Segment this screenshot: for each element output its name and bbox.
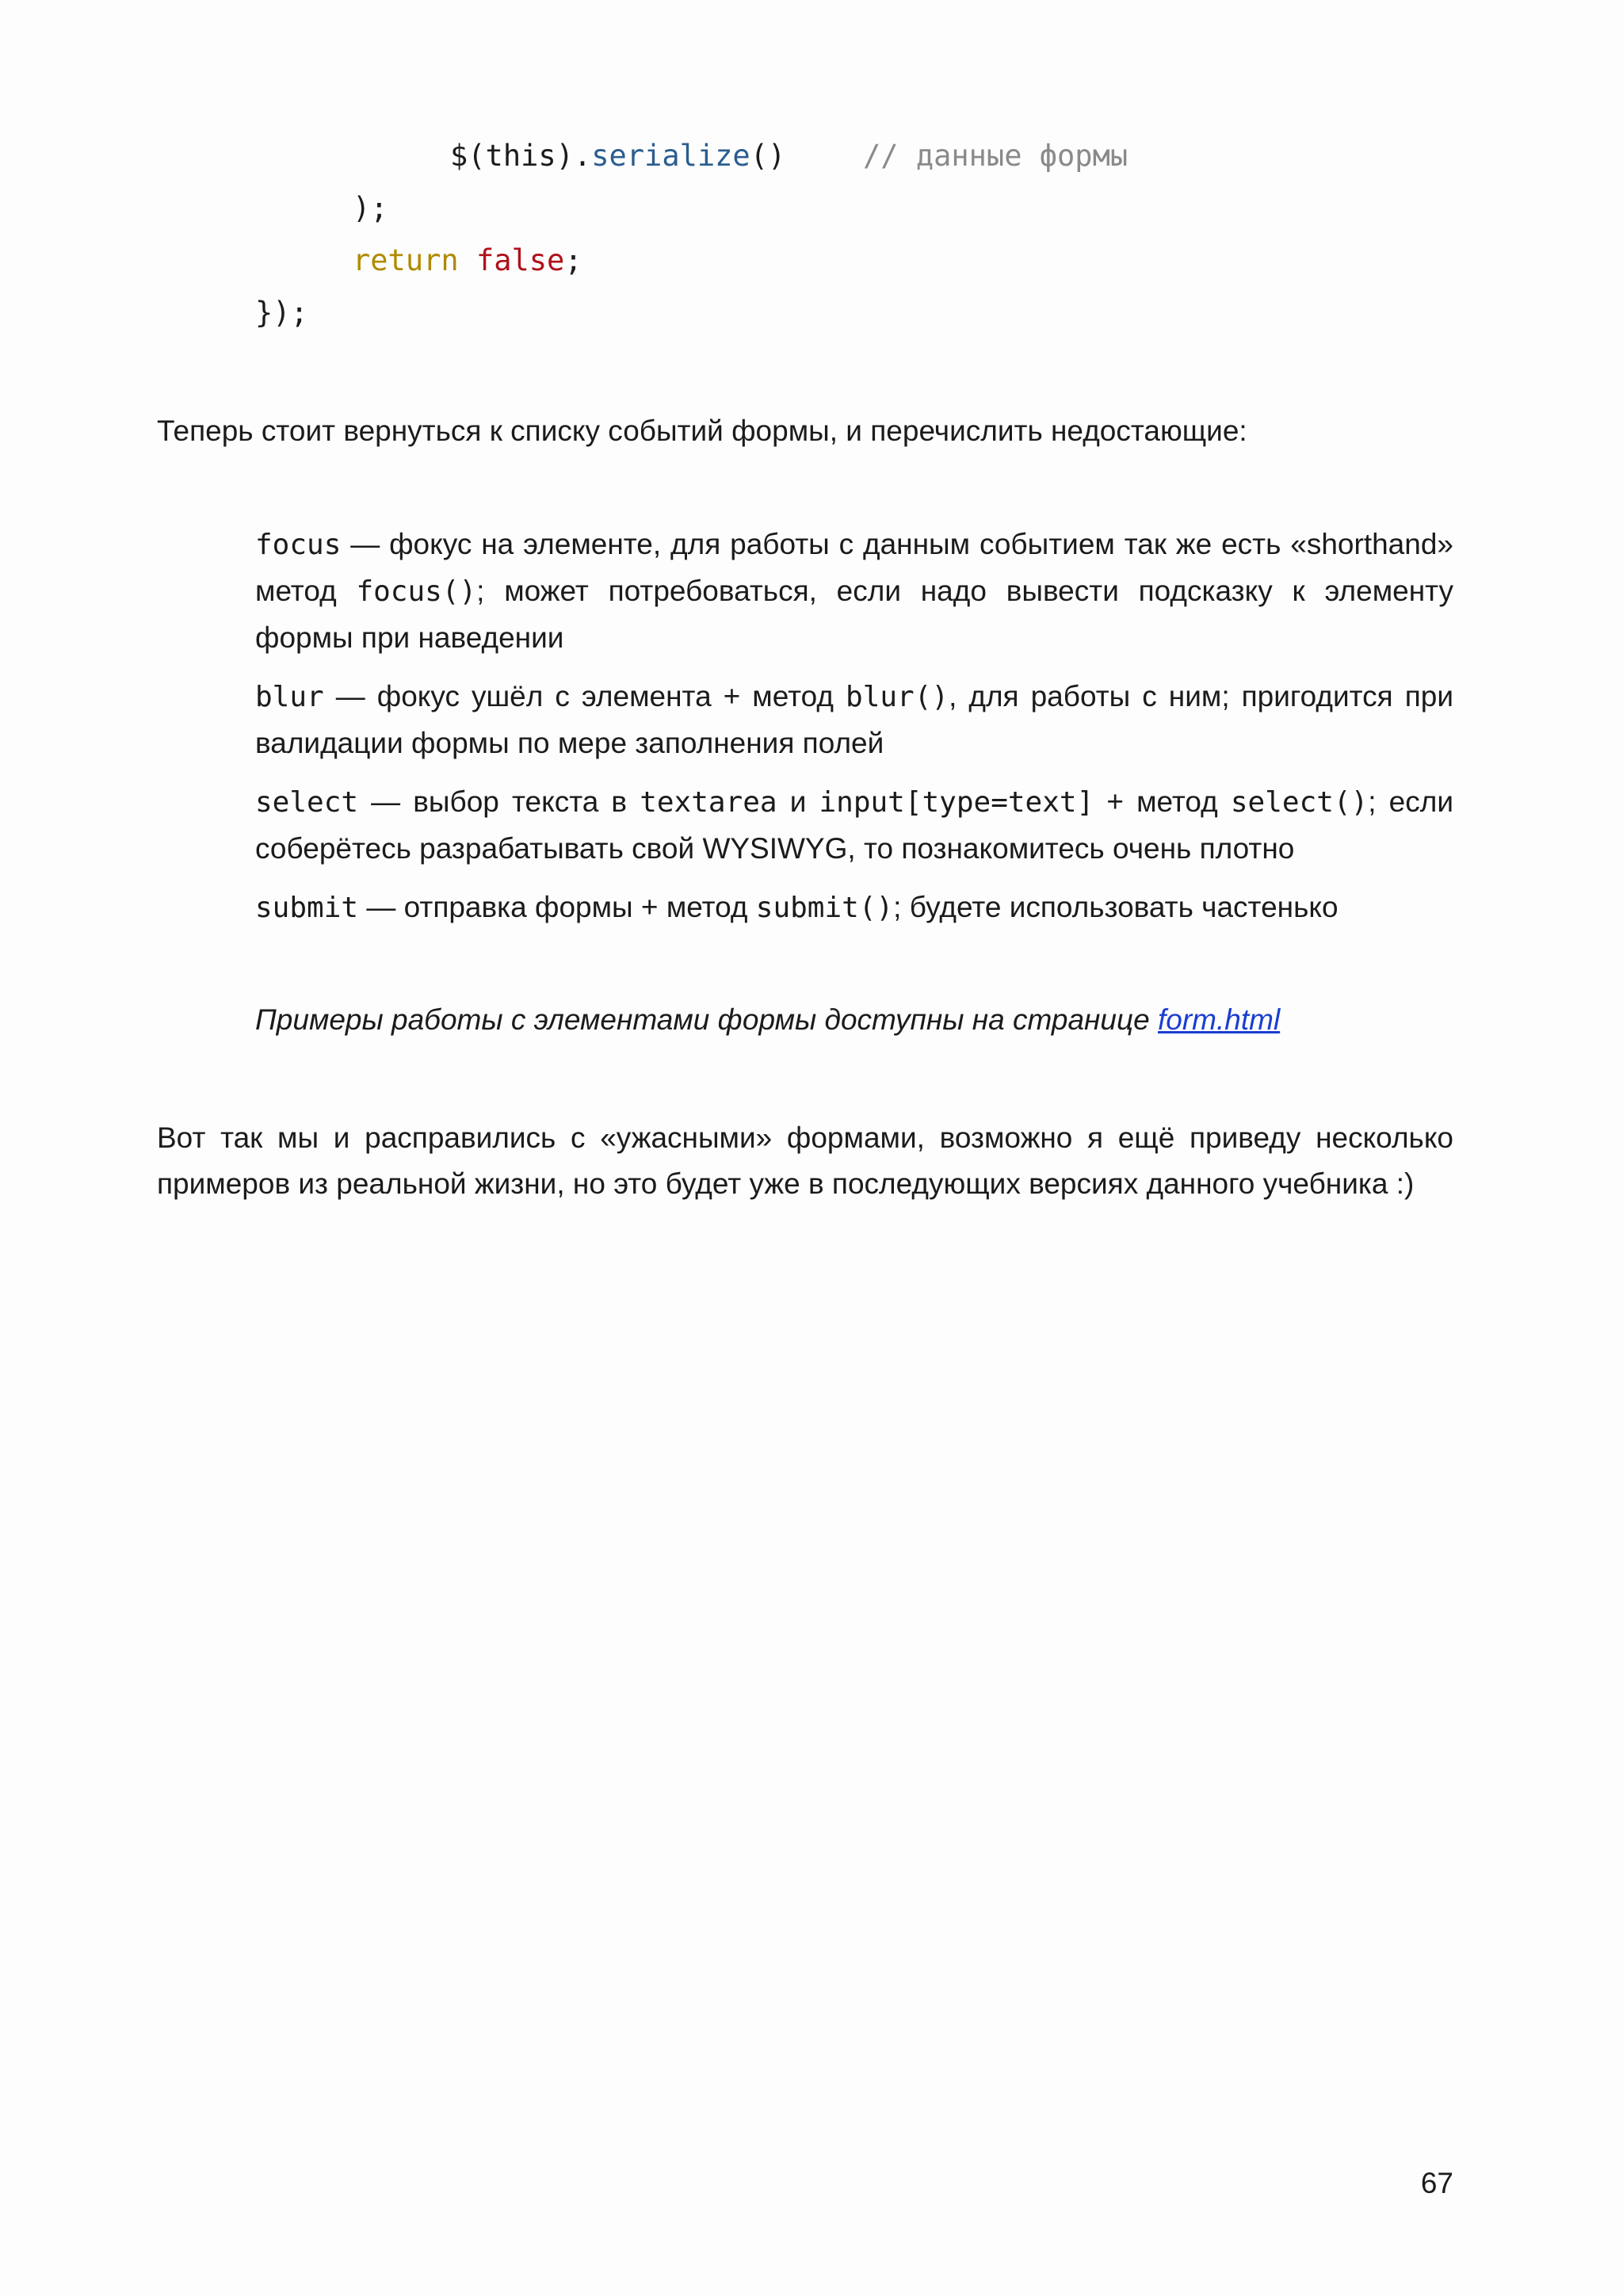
event-item-submit [255,884,1453,931]
intro-paragraph: Теперь стоит вернуться к списку событий формы, и перечислить недостающие: [157,415,1247,447]
event-text: ; если соберётесь разрабатывать свой WYSIWYG, то познакомитесь очень плотно [255,785,1453,865]
event-item-focus [255,521,1453,661]
event-method: select() [1230,786,1369,819]
event-text: ; будете использовать частенько [893,891,1338,923]
event-text: и [777,785,819,818]
event-name: select [255,786,359,819]
page-number: 67 [1420,2167,1453,2199]
event-text: + метод [1094,785,1231,818]
event-item-blur [255,674,1453,766]
event-code: textarea [640,786,777,819]
code-keyword-token: return [353,243,459,277]
event-method: focus() [356,575,477,608]
code-block [0,0,1128,330]
code-method-token: serialize [591,139,750,173]
form-html-link[interactable]: form.html [1158,1003,1281,1036]
code-line-return [353,241,582,281]
code-line-close-paren: ); [353,191,388,225]
examples-note [255,997,1280,1043]
code-comment: // данные формы [863,139,1128,173]
event-method: submit() [755,892,894,924]
event-text: — фокус на элементе, для работы с данным событием так же есть «shorthand» метод [255,528,1453,607]
event-method: blur() [846,681,949,713]
event-text: — выбор текста в [358,785,640,818]
event-text: — фокус ушёл с элемента + метод [323,680,846,712]
closing-paragraph: Вот так мы и расправились с «ужасными» формами, возможно я ещё приведу несколько примеров из реальной жизни, но это будет уже в последующих версиях данного учебника :) [157,1121,1453,1200]
code-token: ; [564,243,582,277]
event-name: submit [255,892,359,924]
event-name: focus [255,529,342,561]
event-text: — отправка формы + метод [358,891,756,923]
note-text: Примеры работы с элементами формы доступны на странице [255,1003,1158,1036]
event-item-select [255,779,1453,872]
code-literal-token: false [475,243,565,277]
event-text: , для работы с ним; пригодится при валидации формы по мере заполнения полей [255,680,1453,759]
code-line-serialize [450,136,785,176]
code-token: () [750,139,786,173]
event-name: blur [255,681,324,713]
event-text: ; может потребоваться, если надо вывести подсказку к элементу формы при наведении [255,575,1453,654]
code-token: $(this). [450,139,592,173]
event-list [255,521,1453,944]
event-code: input[type=text] [819,786,1094,819]
code-line-close-block: }); [255,296,308,330]
